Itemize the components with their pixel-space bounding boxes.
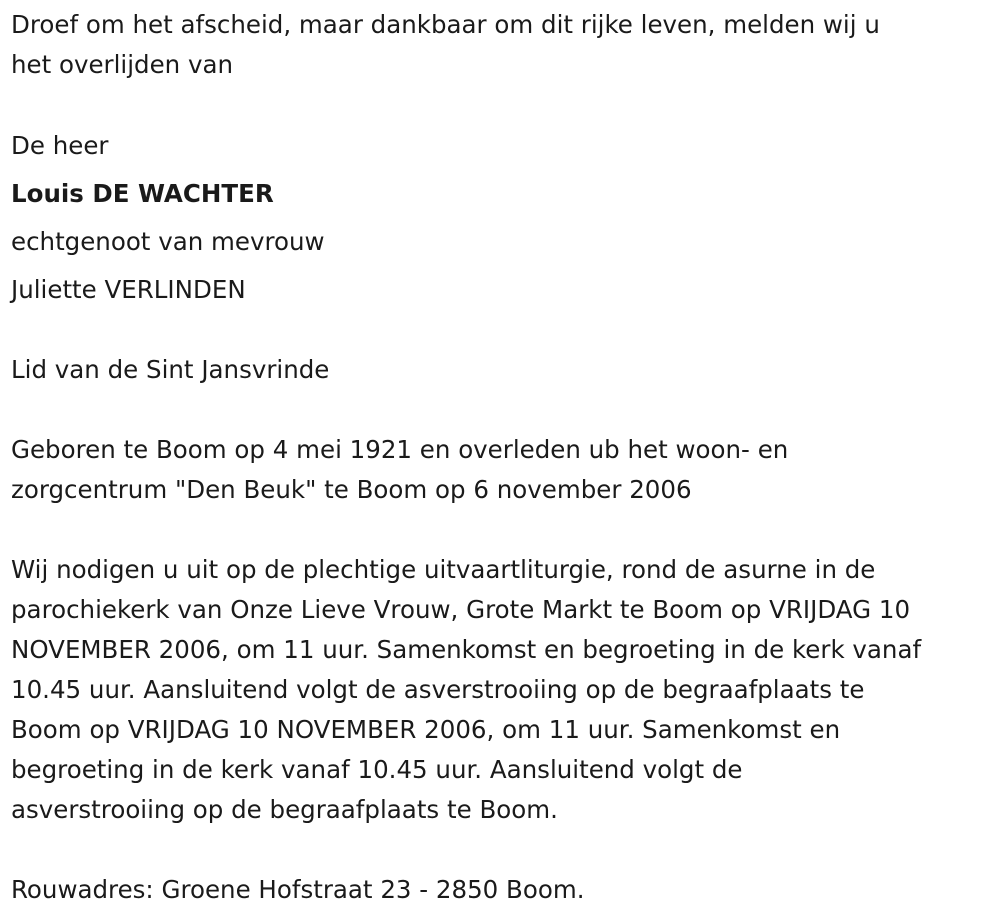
intro-line: Droef om het afscheid, maar dankbaar om dit rijke leven, melden wij u — [11, 10, 880, 39]
invitation-line: Boom op VRIJDAG 10 NOVEMBER 2006, om 11 uur. Samenkomst en — [11, 715, 841, 744]
invitation-line: parochiekerk van Onze Lieve Vrouw, Grote Markt te Boom op VRIJDAG 10 — [11, 595, 911, 624]
honorific: De heer — [11, 131, 109, 160]
membership: Lid van de Sint Jansvrinde — [11, 355, 330, 384]
spouse-label: echtgenoot van mevrouw — [11, 227, 325, 256]
intro-paragraph — [11, 5, 880, 85]
invitation-line: begroeting in de kerk vanaf 10.45 uur. Aansluitend volgt de — [11, 755, 743, 784]
invitation-line: asverstrooiing op de begraafplaats te Boom. — [11, 795, 558, 824]
invitation-line: NOVEMBER 2006, om 11 uur. Samenkomst en begroeting in de kerk vanaf — [11, 635, 922, 664]
invitation-paragraph — [11, 550, 921, 830]
deceased-name: Louis DE WACHTER — [11, 179, 274, 208]
birth-death-line: Geboren te Boom op 4 mei 1921 en overleden ub het woon- en — [11, 435, 789, 464]
invitation-line: 10.45 uur. Aansluitend volgt de asverstrooiing op de begraafplaats te — [11, 675, 865, 704]
spouse-name: Juliette VERLINDEN — [11, 275, 246, 304]
birth-death-paragraph — [11, 430, 788, 510]
birth-death-line: zorgcentrum "Den Beuk" te Boom op 6 november 2006 — [11, 475, 692, 504]
mourning-address: Rouwadres: Groene Hofstraat 23 - 2850 Boom. — [11, 875, 585, 904]
invitation-line: Wij nodigen u uit op de plechtige uitvaartliturgie, rond de asurne in de — [11, 555, 876, 584]
intro-line: het overlijden van — [11, 50, 234, 79]
